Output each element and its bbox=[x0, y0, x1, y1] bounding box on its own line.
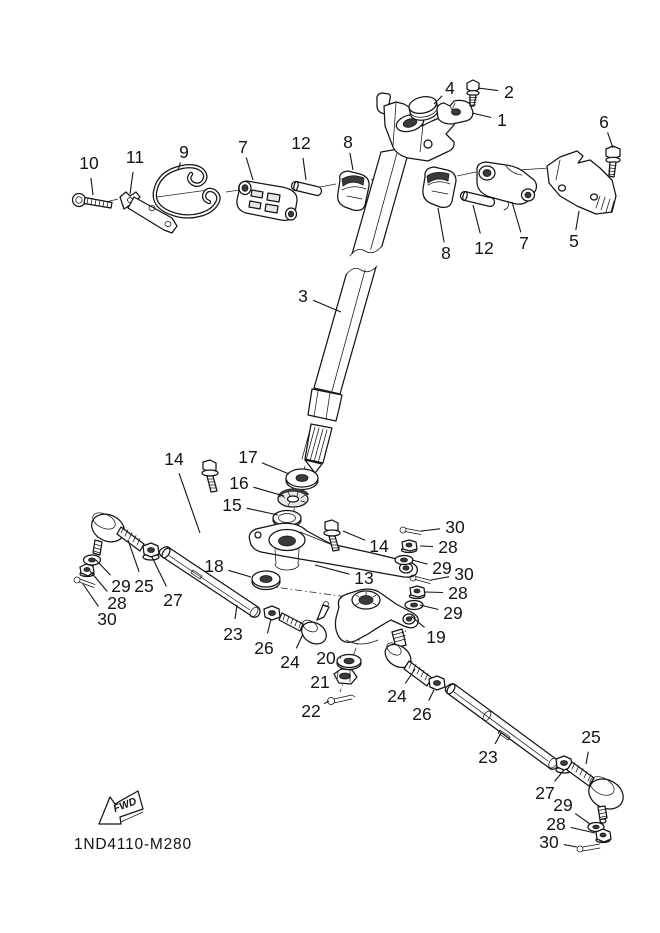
part-label-22-32: 22 bbox=[301, 701, 321, 721]
fwd-arrow bbox=[99, 791, 143, 824]
leader-line-15-18 bbox=[247, 508, 278, 515]
part-label-30-37: 30 bbox=[445, 517, 465, 537]
castle-nut-28-left bbox=[80, 564, 94, 577]
tie-rod-end-24-left bbox=[279, 602, 330, 649]
column-damper-left bbox=[338, 171, 369, 210]
tie-rod-23-right bbox=[445, 683, 559, 770]
part-label-3-14: 3 bbox=[298, 286, 308, 306]
leader-line-26-28 bbox=[268, 619, 272, 633]
part-label-30-47: 30 bbox=[539, 832, 559, 852]
part-label-12-6: 12 bbox=[474, 238, 494, 258]
part-label-7-5: 7 bbox=[519, 233, 529, 253]
leader-line-7-5 bbox=[512, 202, 521, 232]
leader-line-18-21 bbox=[228, 570, 251, 577]
leader-line-28-24 bbox=[90, 571, 107, 592]
castle-nut-28-right bbox=[596, 829, 611, 843]
part-label-24-34: 24 bbox=[387, 686, 407, 706]
part-label-20-30: 20 bbox=[316, 648, 336, 668]
lock-nut-26-right bbox=[429, 676, 445, 690]
part-label-9-11: 9 bbox=[179, 142, 189, 162]
handlebar-cap bbox=[407, 94, 439, 122]
column-clamp-left bbox=[237, 181, 297, 220]
leader-line-5-4 bbox=[576, 211, 579, 230]
leader-line-27-26 bbox=[152, 557, 166, 587]
castle-nut-21 bbox=[334, 669, 357, 684]
leader-line-10-13 bbox=[91, 178, 93, 195]
leader-line-28-38 bbox=[420, 546, 433, 547]
clamp-bolt bbox=[467, 80, 479, 106]
leader-line-23-27 bbox=[235, 605, 237, 619]
part-label-13-20: 13 bbox=[354, 568, 374, 588]
part-label-27-26: 27 bbox=[163, 590, 183, 610]
leader-line-29-42 bbox=[420, 605, 438, 610]
part-label-26-28: 26 bbox=[254, 638, 274, 658]
cotter-pin-30-a bbox=[400, 527, 422, 535]
leader-line-23-36 bbox=[495, 733, 501, 744]
part-label-4-0: 4 bbox=[445, 78, 455, 98]
column-damper-right bbox=[423, 167, 456, 207]
leader-line-14-15 bbox=[179, 473, 200, 533]
leader-line-7-10 bbox=[246, 158, 253, 181]
leader-line-2-1 bbox=[478, 88, 498, 91]
part-code: 1ND4110-M280 bbox=[74, 836, 192, 853]
leader-line-8-7 bbox=[438, 208, 444, 242]
leader-line-28-41 bbox=[425, 592, 443, 593]
part-label-18-21: 18 bbox=[204, 556, 224, 576]
leader-line-30-25 bbox=[83, 584, 99, 607]
tie-rod-end-25-left bbox=[87, 509, 144, 555]
part-label-29-45: 29 bbox=[553, 795, 573, 815]
part-label-12-9: 12 bbox=[291, 133, 311, 153]
part-label-30-40: 30 bbox=[454, 564, 474, 584]
part-label-29-42: 29 bbox=[443, 603, 463, 623]
washer-18 bbox=[252, 571, 280, 590]
leader-line-26-35 bbox=[429, 690, 434, 701]
castle-nut-28-b bbox=[410, 586, 426, 599]
part-label-23-27: 23 bbox=[223, 624, 243, 644]
part-label-1-2: 1 bbox=[497, 110, 507, 130]
leader-line-25-44 bbox=[586, 752, 588, 764]
part-label-25-22: 25 bbox=[134, 576, 154, 596]
part-label-25-44: 25 bbox=[581, 727, 601, 747]
column-hex-section bbox=[308, 389, 342, 421]
bracket-bolt bbox=[606, 146, 620, 177]
washer-20 bbox=[337, 655, 361, 670]
part-label-21-31: 21 bbox=[310, 672, 330, 692]
fwd-label: FWD bbox=[111, 795, 139, 816]
seal-16 bbox=[278, 490, 308, 507]
part-label-27-43: 27 bbox=[535, 783, 555, 803]
lock-nut-26-left bbox=[264, 606, 280, 620]
part-label-29-23: 29 bbox=[111, 576, 131, 596]
cotter-pin-22 bbox=[328, 695, 356, 705]
part-label-5-4: 5 bbox=[569, 231, 579, 251]
leader-line-24-29 bbox=[296, 634, 303, 648]
part-label-16-17: 16 bbox=[229, 473, 249, 493]
leader-line-6-3 bbox=[608, 132, 613, 148]
part-label-28-41: 28 bbox=[448, 583, 468, 603]
leader-line-30-47 bbox=[564, 845, 577, 847]
part-label-14-19: 14 bbox=[369, 536, 389, 556]
part-label-24-29: 24 bbox=[280, 652, 300, 672]
part-label-15-18: 15 bbox=[222, 495, 242, 515]
leader-line-30-37 bbox=[421, 529, 440, 531]
part-label-10-13: 10 bbox=[79, 153, 99, 173]
cotter-pin-30-right bbox=[577, 844, 600, 852]
leader-line-29-39 bbox=[412, 560, 428, 564]
part-label-6-3: 6 bbox=[599, 112, 609, 132]
tie-rod-end-24-right bbox=[381, 629, 432, 686]
part-label-28-24: 28 bbox=[107, 593, 127, 613]
flange-bolt-left bbox=[202, 460, 218, 492]
lock-nut-27-left bbox=[143, 543, 159, 560]
leader-line-1-2 bbox=[472, 113, 491, 118]
leader-line-11-12 bbox=[130, 172, 133, 194]
leader-line-12-9 bbox=[303, 158, 306, 180]
leader-line-12-6 bbox=[473, 205, 480, 234]
part-label-2-1: 2 bbox=[504, 82, 514, 102]
leader-line-29-45 bbox=[575, 814, 590, 824]
part-label-11-12: 11 bbox=[125, 147, 145, 167]
leader-line-14-19 bbox=[343, 531, 365, 540]
part-label-19-33: 19 bbox=[426, 627, 446, 647]
tension-spring bbox=[155, 166, 219, 216]
part-label-30-25: 30 bbox=[97, 609, 117, 629]
steering-arm-19 bbox=[335, 589, 418, 644]
mount-bolt bbox=[73, 194, 113, 209]
part-label-26-35: 26 bbox=[412, 704, 432, 724]
leader-line-16-17 bbox=[253, 487, 284, 496]
clamp-pin-left bbox=[292, 181, 322, 195]
part-label-8-7: 8 bbox=[441, 243, 451, 263]
leader-line-17-16 bbox=[262, 463, 289, 474]
part-label-23-36: 23 bbox=[478, 747, 498, 767]
leader-line-29-23 bbox=[96, 560, 111, 575]
part-label-14-15: 14 bbox=[164, 449, 184, 469]
part-label-7-10: 7 bbox=[238, 137, 248, 157]
washer-17 bbox=[286, 469, 318, 490]
part-label-28-46: 28 bbox=[546, 814, 566, 834]
part-label-28-38: 28 bbox=[438, 537, 458, 557]
leader-line-8-8 bbox=[350, 153, 353, 170]
washer-29-a bbox=[395, 556, 413, 565]
handlebar-clamp-upper bbox=[437, 100, 473, 124]
part-label-29-39: 29 bbox=[432, 558, 452, 578]
castle-nut-28-a bbox=[402, 540, 418, 553]
part-label-8-8: 8 bbox=[343, 132, 353, 152]
part-label-17-16: 17 bbox=[238, 447, 258, 467]
